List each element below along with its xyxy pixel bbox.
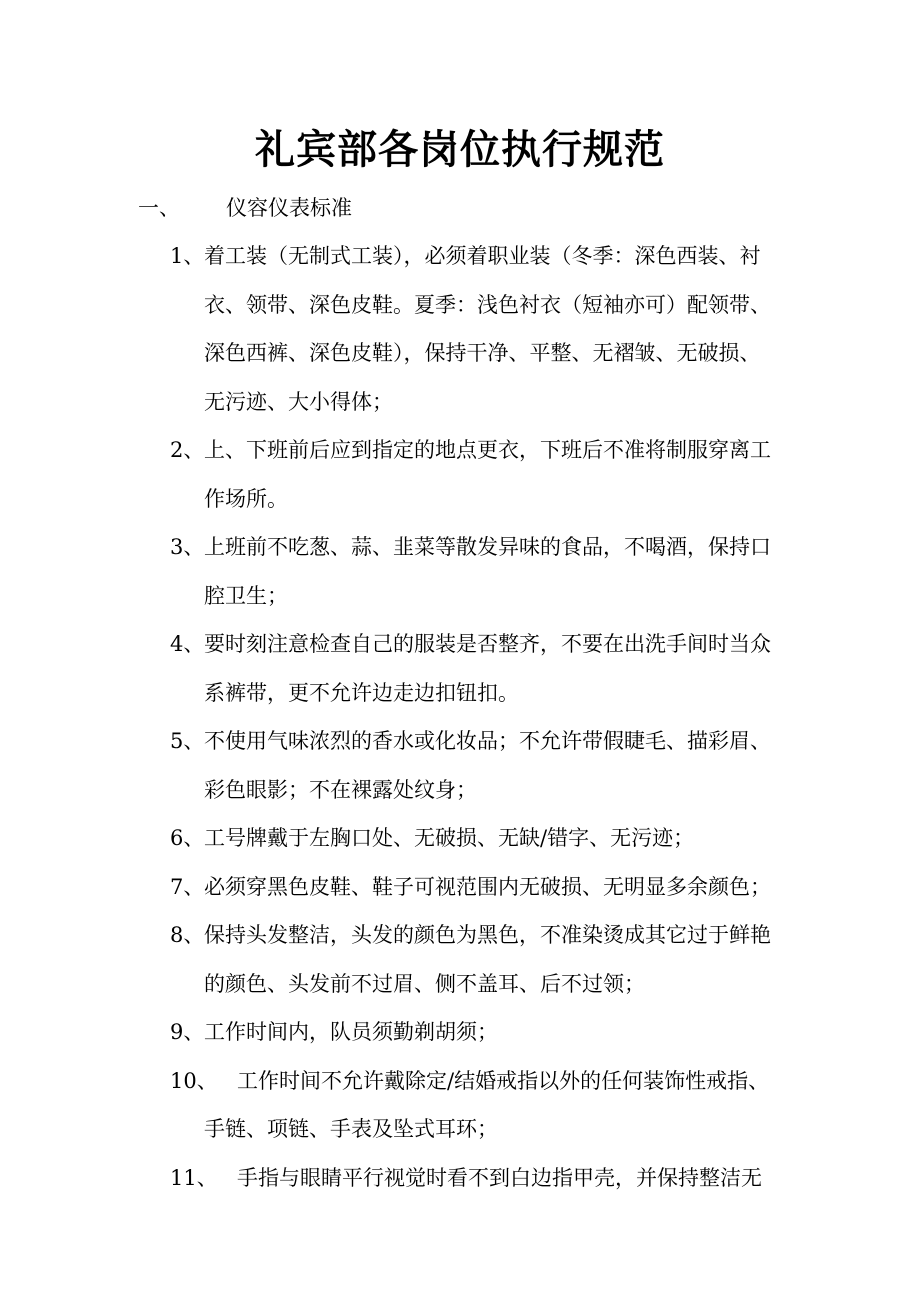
list-item <box>0 717 784 814</box>
list-item-line: 要时刻注意检查自己的服装是否整齐，不要在出洗手间时当众 <box>204 632 771 656</box>
list-item-number: 1、 <box>170 244 205 268</box>
list-item <box>0 814 784 863</box>
list-item <box>0 1154 784 1203</box>
list-item-number: 3、 <box>170 535 205 559</box>
list-item-line: 深色西裤、深色皮鞋），保持干净、平整、无褶皱、无破损、 <box>204 341 761 365</box>
list-item-line: 无污迹、大小得体； <box>204 389 393 414</box>
list-item-line: 系裤带，更不允许边走边扣钮扣。 <box>204 680 519 705</box>
list-item <box>0 1008 784 1057</box>
list-item-line: 工作时间不允许戴除定/结婚戒指以外的任何装饰性戒指、 <box>237 1068 770 1093</box>
list-item-line: 腔卫生； <box>204 583 288 608</box>
list-item <box>0 232 784 426</box>
list-item-line: 着工装（无制式工装），必须着职业装（冬季：深色西装、衬 <box>204 244 761 268</box>
list-item-number: 5、 <box>170 729 205 753</box>
list-item-line: 工作时间内，队员须勤剃胡须； <box>204 1020 498 1044</box>
list-item <box>0 1057 784 1154</box>
list-item-line: 手链、项链、手表及坠式耳环； <box>204 1117 498 1141</box>
list-item-line: 不使用气味浓烈的香水或化妆品；不允许带假睫毛、描彩眉、 <box>204 729 771 753</box>
list-item <box>0 911 784 1008</box>
section-heading-text: 仪容仪表标准 <box>226 196 352 220</box>
list-item <box>0 620 784 717</box>
list-item-line: 彩色眼影；不在裸露处纹身； <box>204 777 477 802</box>
standards-list <box>0 232 920 1202</box>
list-item-number: 6、 <box>170 826 205 850</box>
list-item <box>0 426 784 523</box>
list-item-line: 的颜色、头发前不过眉、侧不盖耳、后不过领； <box>204 971 645 996</box>
list-item <box>0 863 784 912</box>
section-number: 一、 <box>138 196 180 220</box>
section-heading <box>138 188 352 228</box>
list-item-line: 保持头发整洁，头发的颜色为黑色，不准染烫成其它过于鲜艳 <box>204 923 771 947</box>
list-item <box>0 523 784 620</box>
list-item-line: 衣、领带、深色皮鞋。夏季：浅色衬衣（短袖亦可）配领带、 <box>204 292 771 317</box>
document-title: 礼宾部各岗位执行规范 <box>255 126 665 173</box>
list-item-number: 11、 <box>170 1165 218 1190</box>
list-item-number: 8、 <box>170 923 205 947</box>
list-item-line: 工号牌戴于左胸口处、无破损、无缺/错字、无污迹； <box>204 826 695 850</box>
list-item-line: 作场所。 <box>204 486 288 511</box>
list-item-line: 上、下班前后应到指定的地点更衣，下班后不准将制服穿离工 <box>204 438 771 462</box>
list-item-number: 2、 <box>170 438 205 462</box>
list-item-line: 手指与眼睛平行视觉时看不到白边指甲壳，并保持整洁无 <box>237 1165 762 1190</box>
list-item-number: 9、 <box>170 1020 205 1044</box>
list-item-number: 10、 <box>170 1068 218 1093</box>
list-item-number: 7、 <box>170 874 205 899</box>
list-item-line: 必须穿黑色皮鞋、鞋子可视范围内无破损、无明显多余颜色； <box>204 874 771 899</box>
list-item-number: 4、 <box>170 632 205 656</box>
list-item-line: 上班前不吃葱、蒜、韭菜等散发异味的食品，不喝酒，保持口 <box>204 535 771 559</box>
